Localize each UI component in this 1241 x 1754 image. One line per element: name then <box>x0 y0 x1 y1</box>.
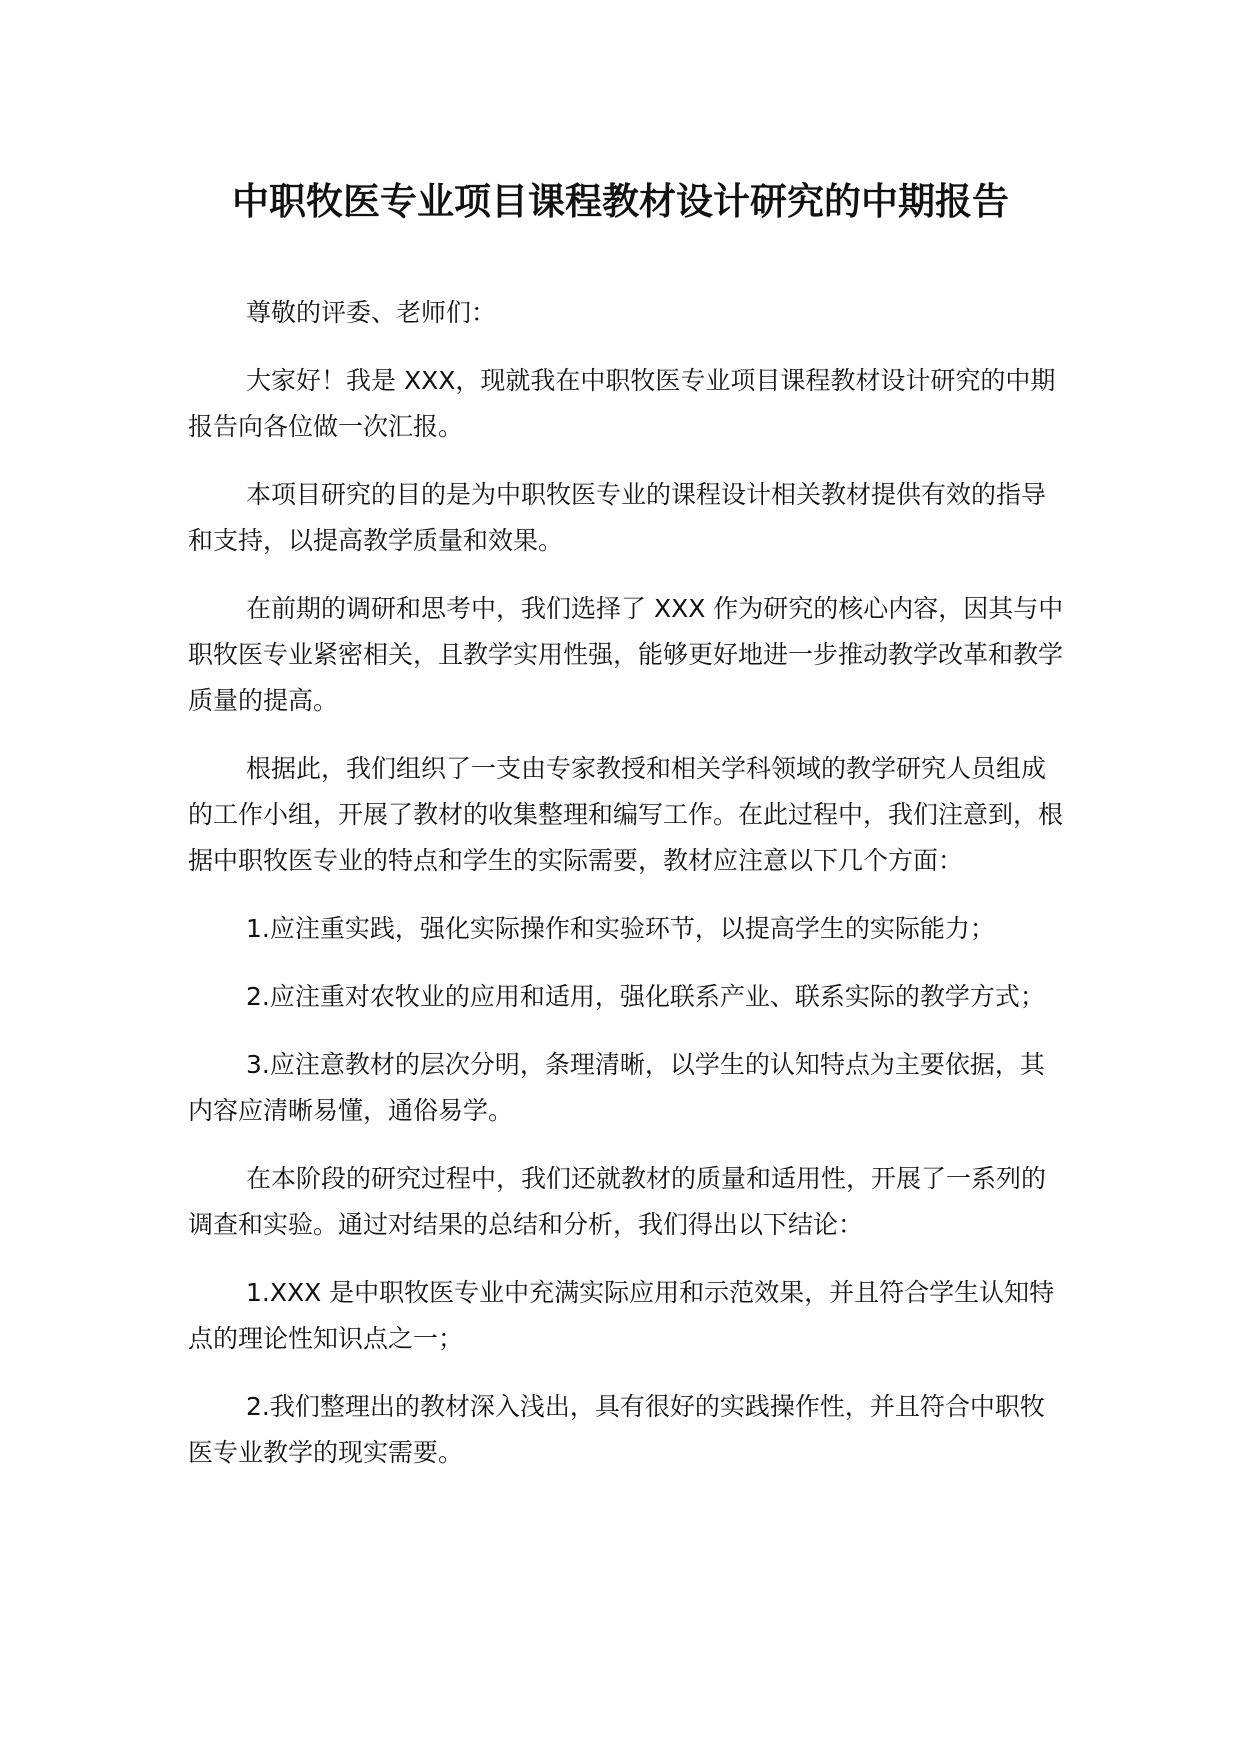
paragraph-purpose: 本项目研究的目的是为中职牧医专业的课程设计相关教材提供有效的指导和支持，以提高教学质量和效果。 <box>188 480 1047 555</box>
paragraph-greeting: 大家好！我是 XXX，现就我在中职牧医专业项目课程教材设计研究的中期报告向各位做一次汇报。 <box>188 366 1056 441</box>
paragraph-salutation: 尊敬的评委、老师们： <box>246 298 497 327</box>
paragraph-point-2: 2.应注重对农牧业的应用和适用，强化联系产业、联系实际的教学方式； <box>246 982 1045 1011</box>
document-title: 中职牧医专业项目课程教材设计研究的中期报告 <box>232 180 1009 223</box>
paragraph-work-group: 根据此，我们组织了一支由专家教授和相关学科领域的教学研究人员组成的工作小组，开展了教材的收集整理和编写工作。在此过程中，我们注意到，根据中职牧医专业的特点和学生的实际需要，教材应注意以下几个方面： <box>188 754 1064 875</box>
document-body <box>188 290 1068 1498</box>
paragraph-point-3: 3.应注意教材的层次分明，条理清晰，以学生的认知特点为主要依据，其内容应清晰易懂，通俗易学。 <box>188 1050 1045 1125</box>
paragraph-conclusion-1: 1.XXX 是中职牧医专业中充满实际应用和示范效果，并且符合学生认知特点的理论性知识点之一； <box>188 1278 1055 1353</box>
paragraph-point-1: 1.应注重实践，强化实际操作和实验环节，以提高学生的实际能力； <box>246 914 995 943</box>
paragraph-research-content: 在前期的调研和思考中，我们选择了 XXX 作为研究的核心内容，因其与中职牧医专业紧密相关，且教学实用性强，能够更好地进一步推动教学改革和教学质量的提高。 <box>188 594 1064 715</box>
paragraph-conclusion-2: 2.我们整理出的教材深入浅出，具有很好的实践操作性，并且符合中职牧医专业教学的现实需要。 <box>188 1392 1045 1467</box>
paragraph-research-process: 在本阶段的研究过程中，我们还就教材的质量和适用性，开展了一系列的调查和实验。通过对结果的总结和分析，我们得出以下结论： <box>188 1164 1047 1239</box>
